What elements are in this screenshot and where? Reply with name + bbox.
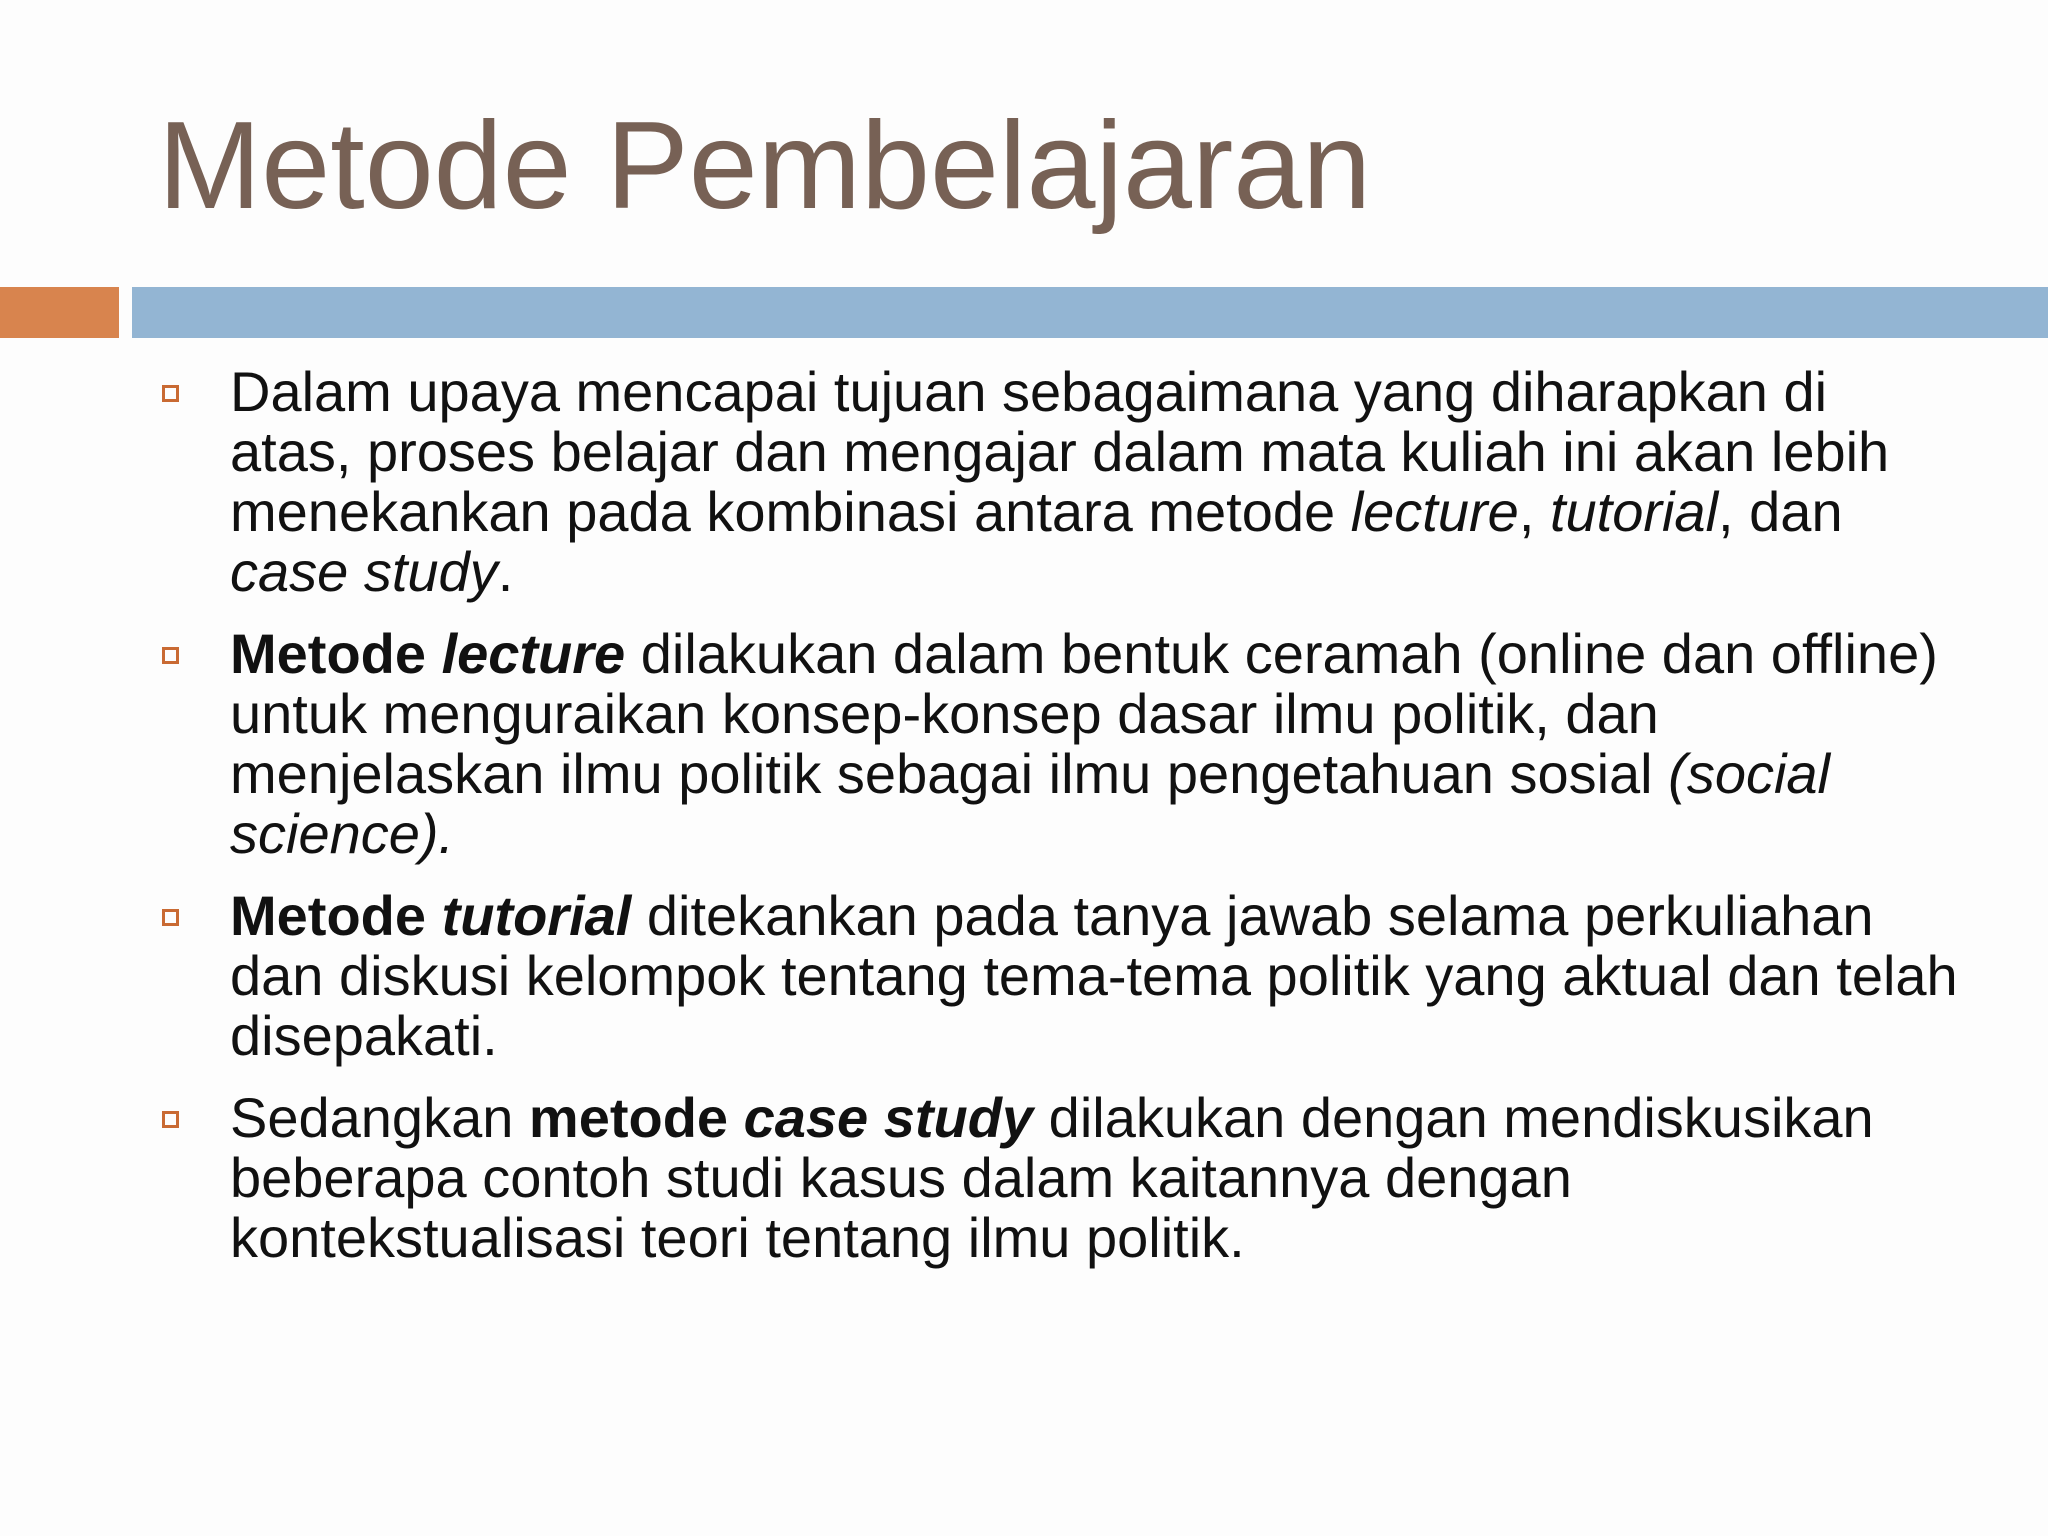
accent-bar-blue bbox=[132, 287, 2048, 338]
text-run-italic: (social science). bbox=[230, 742, 1846, 865]
text-run-italic: case study bbox=[230, 540, 498, 603]
text-run: Sedangkan bbox=[230, 1086, 529, 1149]
text-run-bold-italic: lecture bbox=[441, 622, 626, 685]
text-run: Dalam upaya mencapai tujuan sebagaimana yang diharapkan di atas, proses belajar dan mengajar dalam mata kuliah ini akan lebih menekankan pada kombinasi antara metode bbox=[230, 360, 1905, 543]
bullet-text bbox=[230, 1088, 1958, 1268]
bullet-text bbox=[230, 884, 1974, 1067]
text-run-bold: Metode bbox=[230, 884, 442, 947]
square-bullet-icon bbox=[162, 909, 179, 926]
text-run-bold: Metode bbox=[230, 622, 442, 685]
text-run: dilakukan dengan mendiskusikan beberapa contoh studi kasus dalam kaitannya dengan kontekstualisasi teori tentang ilmu politik. bbox=[230, 1086, 1890, 1269]
bullet-item-3 bbox=[158, 884, 1974, 1067]
text-run-bold: metode bbox=[528, 1086, 744, 1149]
text-run: ditekankan pada tanya jawab selama perkuliahan dan diskusi kelompok tentang tema-tema politik yang aktual dan telah disepakati. bbox=[230, 884, 1974, 1067]
bullet-list bbox=[158, 360, 1974, 1290]
text-run-italic: lecture bbox=[1350, 480, 1519, 543]
square-bullet-icon bbox=[162, 385, 179, 402]
bullet-item-2 bbox=[158, 624, 1958, 864]
bullet-text bbox=[230, 362, 1958, 602]
text-run: dilakukan dalam bentuk ceramah (online dan offline) untuk menguraikan konsep-konsep dasar ilmu politik, dan menjelaskan ilmu politik sebagai ilmu pengetahuan sosial bbox=[230, 622, 1954, 805]
bullet-item-1 bbox=[158, 362, 1958, 602]
text-run: . bbox=[497, 540, 514, 603]
bullet-text bbox=[230, 624, 1958, 864]
text-run-bold-italic: case study bbox=[743, 1086, 1034, 1149]
bullet-item-4 bbox=[158, 1088, 1958, 1268]
text-run-italic: tutorial bbox=[1549, 480, 1719, 543]
text-run: , dan bbox=[1718, 480, 1859, 543]
square-bullet-icon bbox=[162, 1111, 179, 1128]
text-run-bold-italic: tutorial bbox=[441, 884, 632, 947]
square-bullet-icon bbox=[162, 647, 179, 664]
slide-title: Metode Pembelajaran bbox=[158, 97, 1372, 235]
accent-bar-orange bbox=[0, 287, 119, 338]
text-run: , bbox=[1518, 480, 1550, 543]
